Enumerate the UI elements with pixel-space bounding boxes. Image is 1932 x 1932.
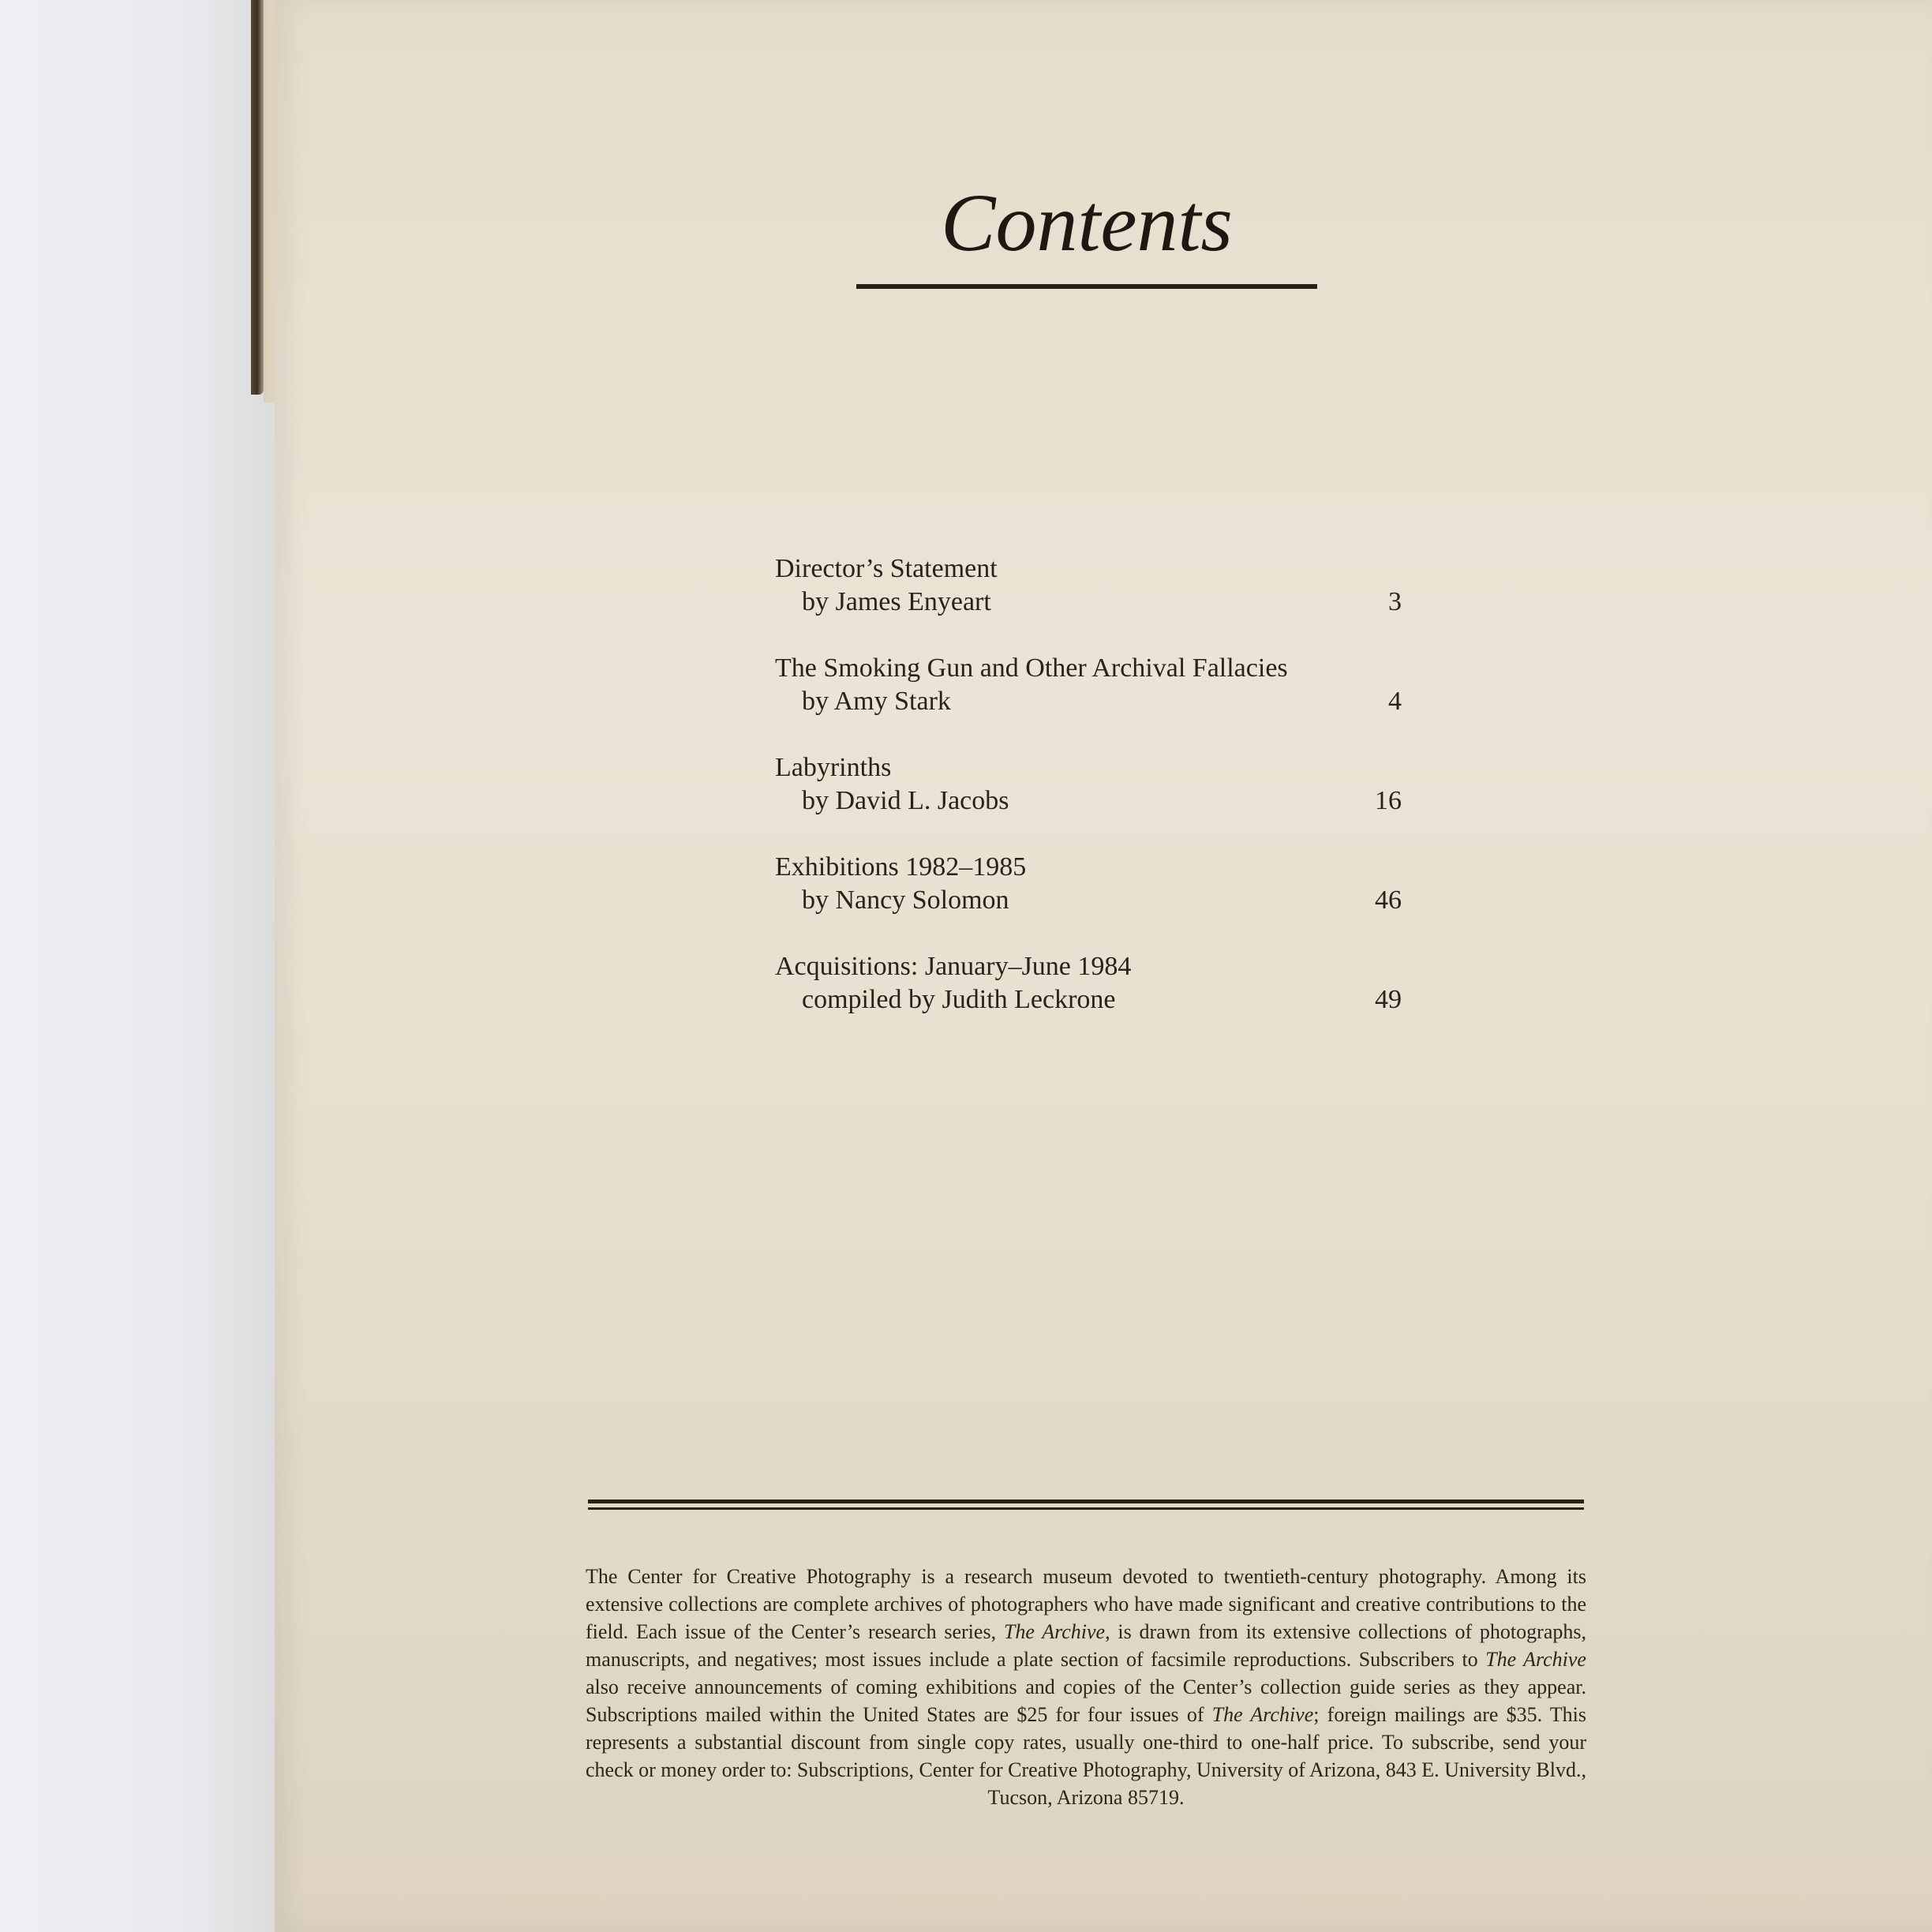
colophon-text-part: , is drawn from its extensive collections of photographs, manuscripts, and negatives; most issues include a plate section of facsimile reproductions. Subscribers to [586, 1620, 1586, 1671]
toc-entry [775, 552, 1406, 652]
divider-line-bottom [588, 1507, 1584, 1510]
toc-entry-page: 49 [1375, 985, 1402, 1014]
toc-entry-author: by David L. Jacobs [802, 786, 1009, 815]
toc-entry-page: 4 [1388, 687, 1402, 716]
toc-entry [775, 751, 1406, 851]
toc-entry-title: Director’s Statement [775, 554, 998, 583]
toc-entry-title: Labyrinths [775, 753, 892, 782]
contents-heading [856, 172, 1317, 275]
toc-entry-author: by Nancy Solomon [802, 886, 1009, 915]
toc-entry-author: by James Enyeart [802, 587, 991, 616]
toc-entry-page: 16 [1375, 786, 1402, 815]
title-underline [856, 284, 1317, 289]
toc-entry [775, 950, 1406, 1050]
publication-title: The Archive [1003, 1620, 1106, 1643]
footer-divider [588, 1500, 1584, 1510]
toc-entry-page: 46 [1375, 886, 1402, 915]
divider-line-top [588, 1500, 1584, 1503]
colophon-text-part: The Center for Creative Photography is a research museum devoted to twentieth-century photography. Among its extensive collections are complete archives of photographers who have made significant and creative contributions to the field. Each issue of the Center’s research series, [586, 1565, 1586, 1643]
publication-title: The Archive [1485, 1648, 1586, 1671]
colophon-text-part: also receive announcements of coming exhibitions and copies of the Center’s collection guide series as they appear. Subscriptions mailed within the United States are $25 for four issues of [586, 1676, 1586, 1726]
torn-page-edge [251, 0, 264, 395]
toc-entry-title: Exhibitions 1982–1985 [775, 852, 1027, 882]
colophon-text-part: ; foreign mailings are $35. This represents a substantial discount from single copy rates, usually one-third to one-half price. To subscribe, send your check or money order to: Subscriptions, Center for Creative Photography, University of Arizona, 843 E. University Blvd., Tucson, Arizona 85719. [586, 1703, 1586, 1809]
toc-entry [775, 851, 1406, 950]
table-of-contents [775, 552, 1406, 1050]
toc-entry-author: compiled by Judith Leckrone [802, 985, 1116, 1014]
toc-entry-author: by Amy Stark [802, 687, 951, 716]
toc-entry [775, 652, 1406, 751]
colophon-paragraph [586, 1563, 1586, 1811]
background-surface [0, 0, 275, 1932]
toc-entry-title: Acquisitions: January–June 1984 [775, 952, 1132, 981]
toc-entry-title: The Smoking Gun and Other Archival Fallacies [775, 653, 1288, 683]
publication-title: The Archive [1211, 1703, 1314, 1726]
page-title: Contents [941, 178, 1233, 268]
toc-entry-page: 3 [1388, 587, 1402, 616]
